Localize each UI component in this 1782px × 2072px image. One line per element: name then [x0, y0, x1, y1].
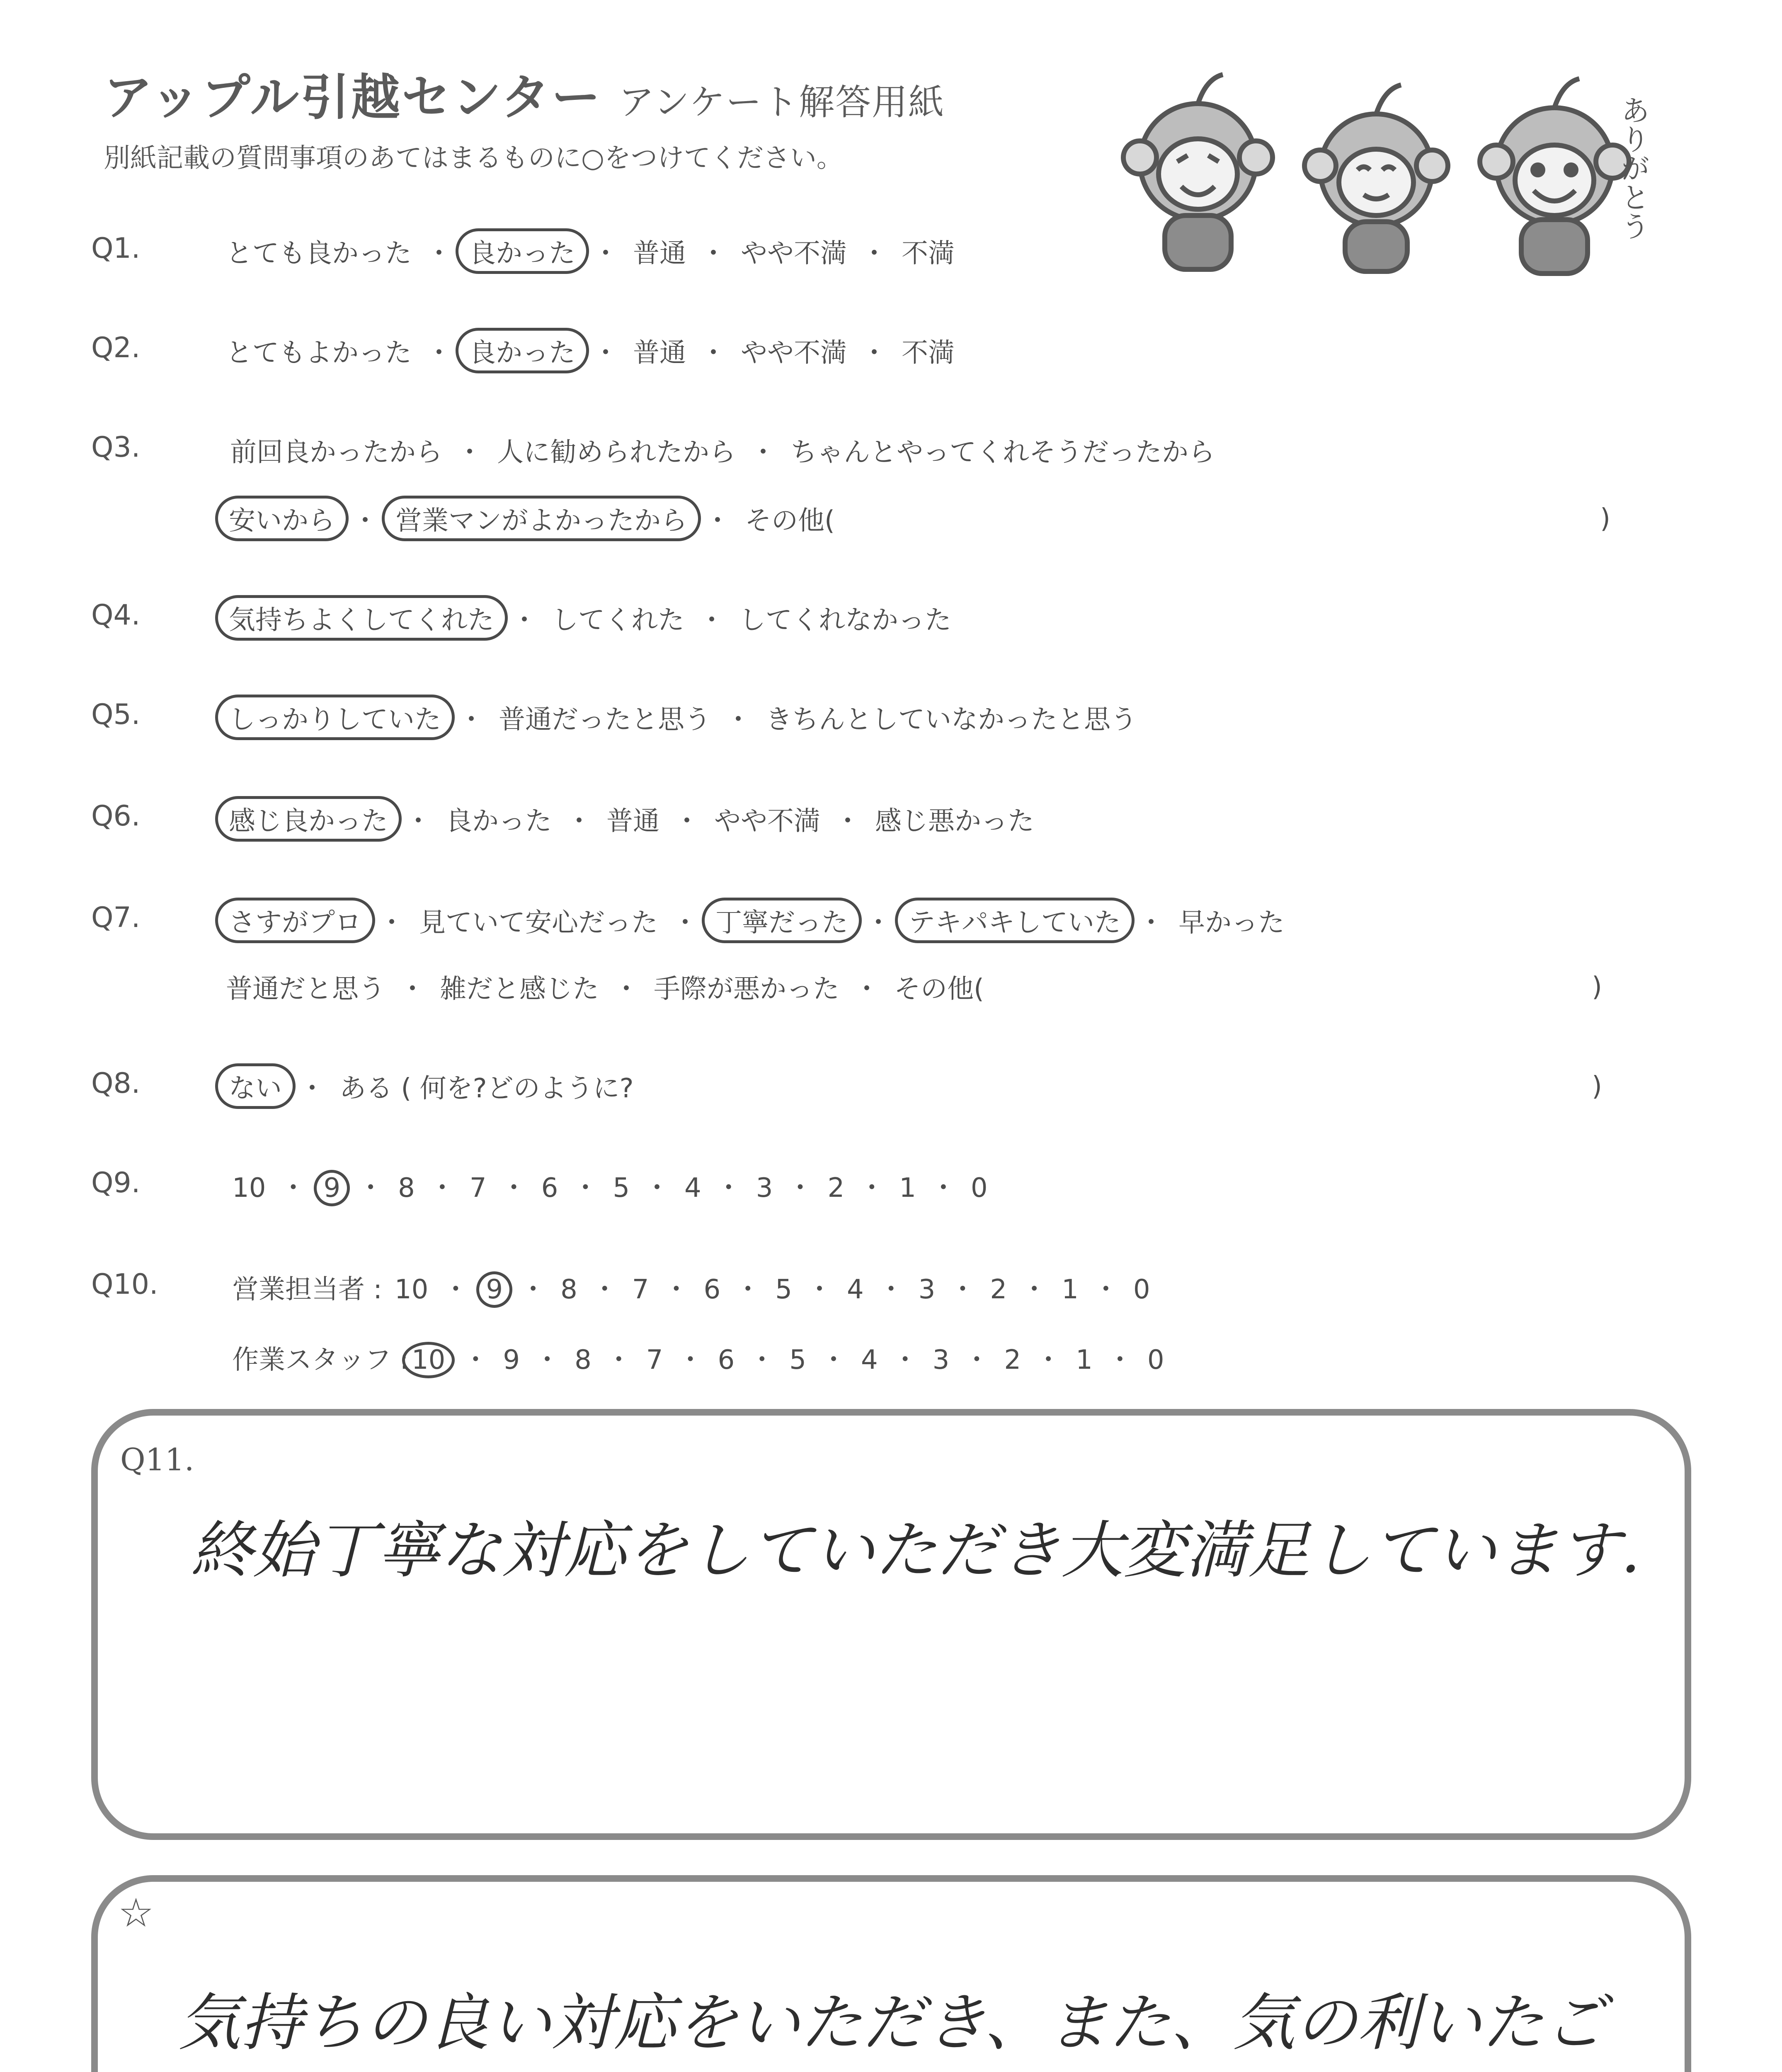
q10-sales-score-selected[interactable]: 9	[476, 1271, 512, 1308]
q3-options-row2: 安いから ・ 営業マンがよかったから ・ その他(	[226, 499, 835, 537]
q10-sales-score[interactable]: 0	[1133, 1274, 1150, 1305]
q10-sales-score[interactable]: 8	[560, 1274, 577, 1305]
q9-score[interactable]: 5	[613, 1173, 630, 1203]
q10-sales-score[interactable]: 5	[775, 1274, 792, 1305]
q7-close-paren: )	[1592, 972, 1602, 1002]
q10-staff-scale: 作業スタッフ : 10 ・ 9 ・ 8 ・ 7 ・ 6 ・ 5 ・ 4 ・ 3 ・ 2 ・ 1 ・ 0	[232, 1339, 1164, 1377]
q10-staff-score[interactable]: 0	[1147, 1345, 1164, 1375]
q7-option[interactable]: 見ていて安心だった	[419, 908, 658, 938]
star-icon: ☆	[118, 1890, 154, 1936]
q1-option[interactable]: やや不満	[741, 238, 847, 269]
q10-sales-score[interactable]: 10	[394, 1274, 429, 1305]
q9-score[interactable]: 6	[541, 1173, 558, 1203]
q10-staff-score[interactable]: 4	[861, 1345, 878, 1375]
q8-options: ない ・ ある ( 何を?どのように?	[226, 1067, 634, 1105]
q2-option[interactable]: やや不満	[741, 338, 847, 368]
q9-score[interactable]: 10	[232, 1173, 266, 1203]
company-name: アップル引越センター	[104, 69, 602, 126]
star-comment-line1: 気持ちの良い対応をいただき、また、気の利いたご	[178, 1987, 1606, 2059]
q10-sales-score[interactable]: 7	[632, 1274, 649, 1305]
q7-option[interactable]: 雑だと感じた	[440, 974, 599, 1005]
q10-staff-score[interactable]: 9	[503, 1345, 520, 1375]
q3-option-selected[interactable]: 安いから	[215, 496, 349, 541]
instructions: 別紙記載の質問事項のあてはまるものに○をつけてください。	[104, 143, 843, 174]
q8-close-paren: )	[1592, 1071, 1602, 1102]
q11-comment: 終始丁寧な対応をしていただき大変満足しています.	[191, 1515, 1641, 1587]
q9-score[interactable]: 3	[756, 1173, 773, 1203]
q10-staff-score[interactable]: 5	[789, 1345, 806, 1375]
q7-option-selected[interactable]: テキパキしていた	[895, 898, 1135, 943]
q5-option-selected[interactable]: しっかりしていた	[215, 695, 455, 740]
q3-option[interactable]: 人に勧められたから	[497, 437, 736, 468]
q8-option[interactable]: ある ( 何を?どのように?	[339, 1073, 634, 1104]
q9-label: Q9.	[91, 1167, 141, 1199]
page-title	[104, 58, 945, 128]
q3-option[interactable]: 前回良かったから	[230, 437, 442, 468]
q10-staff-score[interactable]: 2	[1004, 1345, 1021, 1375]
q6-option[interactable]: 良かった	[446, 806, 552, 837]
form-subtitle: アンケート解答用紙	[618, 82, 945, 123]
q7-option-selected[interactable]: さすがプロ	[215, 898, 375, 943]
q3-close-paren: )	[1600, 503, 1610, 534]
q7-option-selected[interactable]: 丁寧だった	[702, 898, 862, 943]
q6-options: 感じ良かった ・ 良かった ・ 普通 ・ やや不満 ・ 感じ悪かった	[226, 800, 1034, 838]
q4-options: 気持ちよくしてくれた ・ してくれた ・ してくれなかった	[226, 599, 951, 637]
q7-option-other[interactable]: その他(	[894, 974, 984, 1005]
q9-scale: 10 ・ 9 ・ 8 ・ 7 ・ 6 ・ 5 ・ 4 ・ 3 ・ 2 ・ 1 ・ 0	[232, 1167, 988, 1205]
q2-option[interactable]: とてもよかった	[226, 338, 412, 368]
q7-option[interactable]: 普通だと思う	[226, 974, 385, 1005]
q5-option[interactable]: きちんとしていなかったと思う	[766, 704, 1137, 735]
q9-score[interactable]: 0	[970, 1173, 988, 1203]
q7-option[interactable]: 早かった	[1178, 908, 1285, 938]
q9-score[interactable]: 7	[469, 1173, 487, 1203]
q5-option[interactable]: 普通だったと思う	[499, 704, 711, 735]
q10-sales-score[interactable]: 2	[990, 1274, 1007, 1305]
q4-option[interactable]: してくれた	[552, 605, 684, 636]
q2-label: Q2.	[91, 332, 141, 364]
q10-sales-label: 営業担当者 :	[232, 1274, 382, 1305]
q2-option[interactable]: 普通	[633, 338, 686, 368]
q10-label: Q10.	[91, 1268, 158, 1301]
q9-score[interactable]: 8	[398, 1173, 415, 1203]
q1-option[interactable]: とても良かった	[226, 238, 412, 269]
monkey-mascots-illustration	[1115, 62, 1675, 278]
q1-option-selected[interactable]: 良かった	[456, 228, 589, 274]
q11-comment-box[interactable]	[91, 1409, 1691, 1840]
q10-staff-score[interactable]: 1	[1076, 1345, 1093, 1375]
q7-options-row1: さすがプロ ・ 見ていて安心だった ・ 丁寧だった ・ テキパキしていた ・ 早かった	[226, 901, 1285, 939]
q10-sales-score[interactable]: 3	[918, 1274, 936, 1305]
q3-option-other[interactable]: その他(	[745, 506, 835, 536]
q7-option[interactable]: 手際が悪かった	[654, 974, 839, 1005]
q7-options-row2: 普通だと思う ・ 雑だと感じた ・ 手際が悪かった ・ その他(	[226, 968, 984, 1006]
q6-option[interactable]: 普通	[606, 806, 659, 837]
q9-score[interactable]: 2	[827, 1173, 845, 1203]
q8-label: Q8.	[91, 1067, 141, 1100]
q7-label: Q7.	[91, 901, 141, 934]
q10-sales-score[interactable]: 1	[1062, 1274, 1079, 1305]
q10-staff-label: 作業スタッフ :	[232, 1345, 409, 1375]
q10-sales-score[interactable]: 6	[703, 1274, 721, 1305]
q10-staff-score[interactable]: 7	[646, 1345, 663, 1375]
q2-option-selected[interactable]: 良かった	[456, 328, 589, 373]
q5-options: しっかりしていた ・ 普通だったと思う ・ きちんとしていなかったと思う	[226, 698, 1137, 736]
thanks-text: ありがとう	[1616, 95, 1650, 240]
q11-label: Q11.	[120, 1442, 194, 1478]
q9-score[interactable]: 4	[684, 1173, 701, 1203]
q10-staff-score[interactable]: 6	[718, 1345, 735, 1375]
q10-sales-scale: 営業担当者 : 10 ・ 9 ・ 8 ・ 7 ・ 6 ・ 5 ・ 4 ・ 3 ・ 2 ・ 1 ・ 0	[232, 1268, 1150, 1306]
q1-options: とても良かった ・ 良かった ・ 普通 ・ やや不満 ・ 不満	[226, 232, 955, 270]
q2-option[interactable]: 不満	[902, 338, 955, 368]
q10-staff-score[interactable]: 8	[575, 1345, 592, 1375]
q4-option-selected[interactable]: 気持ちよくしてくれた	[215, 595, 508, 641]
q6-option[interactable]: やや不満	[714, 806, 820, 837]
q1-label: Q1.	[91, 232, 141, 265]
q8-option-selected[interactable]: ない	[215, 1063, 296, 1109]
q9-score-selected[interactable]: 9	[314, 1170, 350, 1206]
q3-label: Q3.	[91, 431, 141, 464]
q9-score[interactable]: 1	[899, 1173, 916, 1203]
q4-label: Q4.	[91, 599, 141, 632]
q10-staff-score-selected[interactable]: 10	[402, 1342, 455, 1378]
q6-option[interactable]: 感じ悪かった	[875, 806, 1034, 837]
q5-label: Q5.	[91, 698, 141, 731]
q3-option-selected[interactable]: 営業マンがよかったから	[382, 496, 701, 541]
q3-options-row1: 前回良かったから ・ 人に勧められたから ・ ちゃんとやってくれそうだったから	[230, 431, 1215, 469]
q3-option[interactable]: ちゃんとやってくれそうだったから	[790, 437, 1215, 468]
q1-option[interactable]: 普通	[633, 238, 686, 269]
q10-sales-score[interactable]: 4	[846, 1274, 864, 1305]
q1-option[interactable]: 不満	[902, 238, 955, 269]
q2-options: とてもよかった ・ 良かった ・ 普通 ・ やや不満 ・ 不満	[226, 332, 955, 370]
q6-label: Q6.	[91, 800, 141, 833]
q10-staff-score[interactable]: 3	[932, 1345, 950, 1375]
q4-option[interactable]: してくれなかった	[739, 605, 951, 636]
q6-option-selected[interactable]: 感じ良かった	[215, 796, 402, 842]
